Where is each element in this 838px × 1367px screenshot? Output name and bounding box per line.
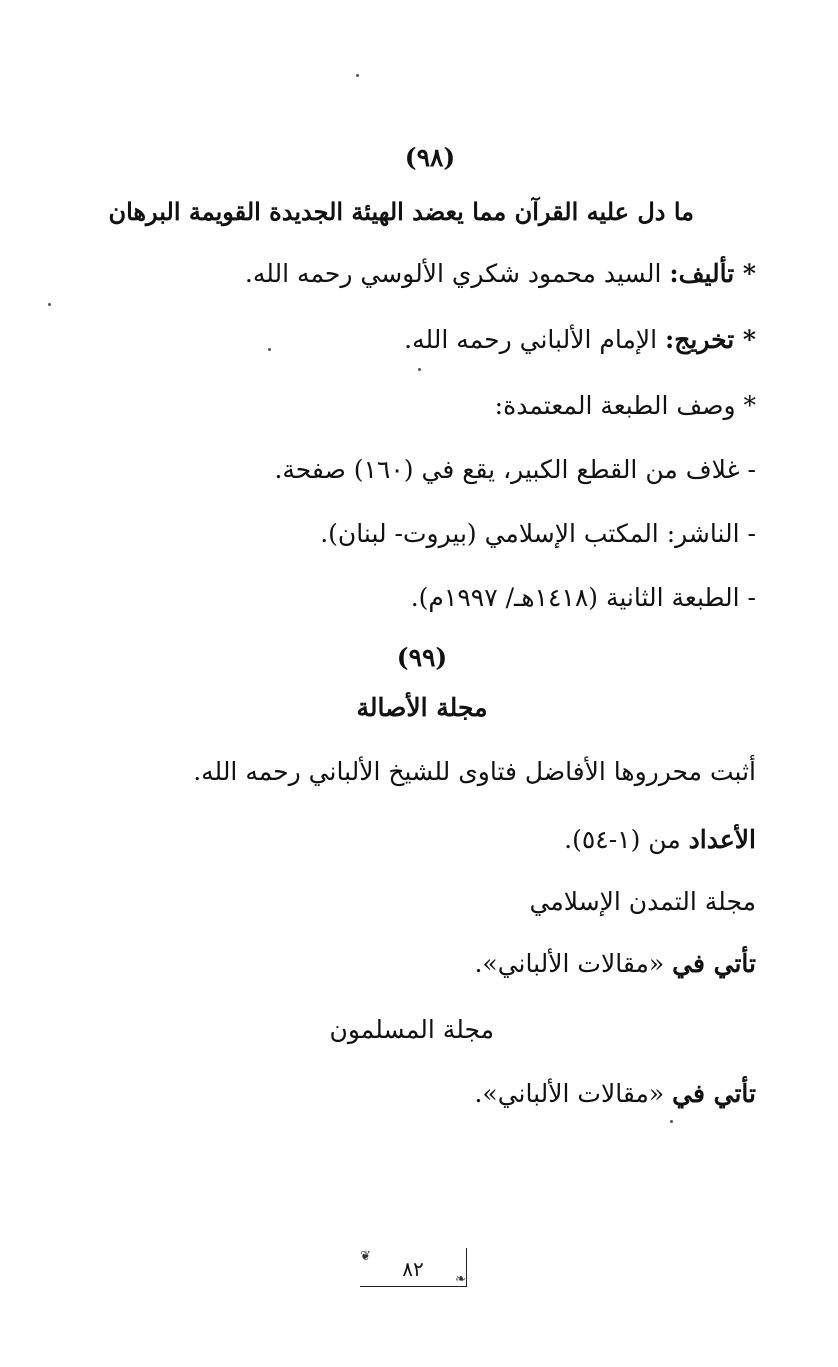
entry-98-number: (٩٨) — [404, 143, 456, 172]
entry-98-detail-publisher: - الناشر: المكتب الإسلامي (بيروت- لبنان). — [320, 519, 756, 548]
magazine-muslimun-note — [474, 1076, 756, 1112]
scan-speck — [48, 303, 51, 306]
scan-speck — [356, 74, 359, 77]
entry-98-title: ما دل عليه القرآن مما يعضد الهيئة الجديدة القويمة البرهان — [108, 197, 694, 226]
entry-98-author — [245, 256, 756, 292]
takhrij-text: الإمام الألباني رحمه الله. — [404, 325, 665, 354]
entry-98-detail-cover: - غلاف من القطع الكبير، يقع في (١٦٠) صفحة. — [274, 455, 756, 484]
scan-speck — [670, 1120, 673, 1123]
magazine-tamaddun-note — [474, 946, 756, 982]
note-label: تأتي في — [672, 949, 756, 978]
author-label: * تأليف: — [669, 259, 756, 288]
entry-99-title: مجلة الأصالة — [356, 693, 488, 722]
note-label: تأتي في — [672, 1079, 756, 1108]
issues-text: من (١-٥٤). — [564, 825, 689, 854]
entry-99-number: (٩٩) — [396, 643, 448, 672]
note-text: «مقالات الألباني». — [474, 949, 673, 978]
corner-ornament-icon: ❦ — [360, 1249, 371, 1264]
entry-98-detail-edition: - الطبعة الثانية (١٤١٨هـ/ ١٩٩٧م). — [410, 583, 756, 612]
corner-ornament-icon: ❧ — [455, 1272, 466, 1287]
issues-label: الأعداد — [688, 825, 756, 854]
takhrij-label: * تخريج: — [665, 325, 756, 354]
note-text: «مقالات الألباني». — [474, 1079, 673, 1108]
author-text: السيد محمود شكري الألوسي رحمه الله. — [244, 259, 670, 288]
entry-98-edition-label: * وصف الطبعة المعتمدة: — [494, 391, 756, 420]
scan-speck — [418, 368, 421, 371]
page-number: ٨٢ — [402, 1257, 424, 1281]
entry-99-line1: أثبت محرروها الأفاضل فتاوى للشيخ الألباني رحمه الله. — [193, 757, 756, 786]
magazine-tamaddun-title: مجلة التمدن الإسلامي — [529, 887, 756, 916]
magazine-muslimun-title: مجلة المسلمون — [329, 1015, 494, 1044]
page-number-frame — [360, 1248, 468, 1288]
entry-98-takhrij — [404, 322, 756, 358]
entry-99-issues — [564, 822, 756, 858]
scan-speck — [268, 348, 271, 351]
